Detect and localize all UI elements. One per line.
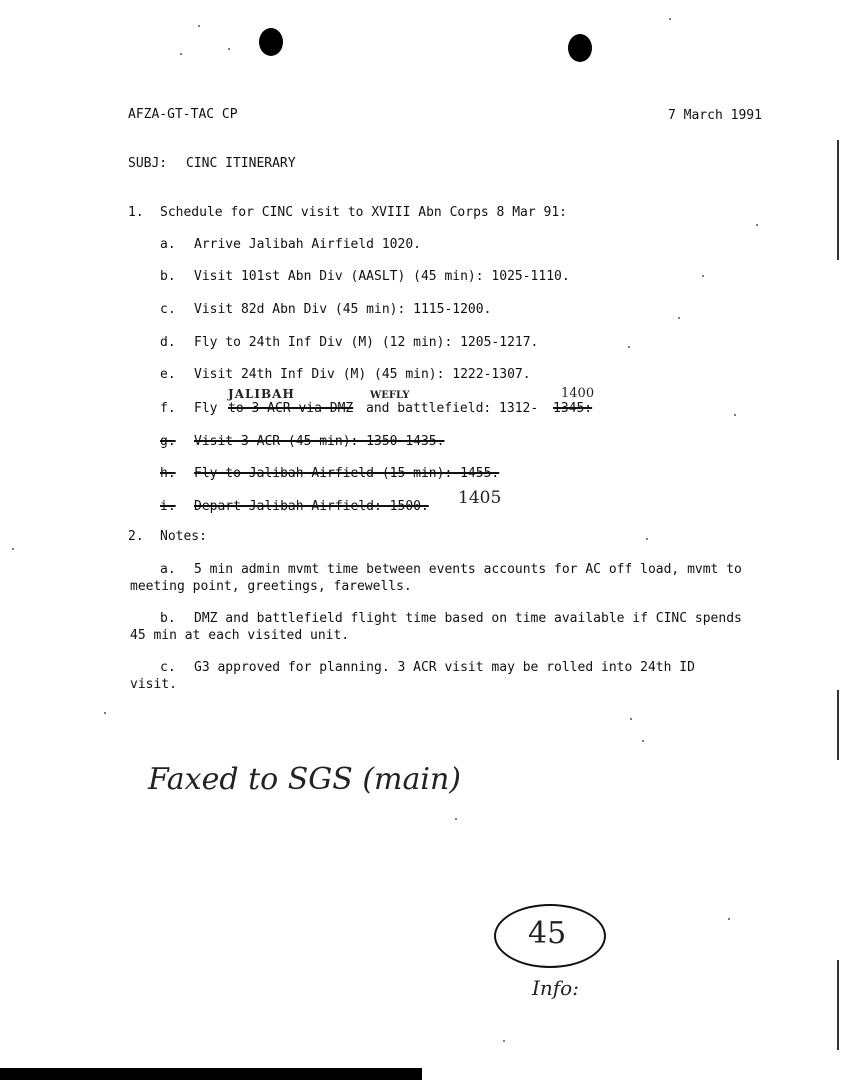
scan-speck bbox=[198, 25, 200, 27]
note-b-line2: 45 min at each visited unit. bbox=[130, 628, 350, 643]
item-h-letter: h. bbox=[160, 466, 176, 481]
section-2-number: 2. bbox=[128, 529, 144, 544]
scan-edge-line bbox=[837, 690, 839, 760]
punch-hole-right bbox=[568, 34, 592, 62]
item-g-text: Visit 3 ACR (45 min): 1350-1435. bbox=[194, 434, 445, 449]
item-h-text: Fly to Jalibah Airfield (15 min): 1455. bbox=[194, 466, 500, 481]
item-e-text: Visit 24th Inf Div (M) (45 min): 1222-1307. bbox=[194, 367, 531, 382]
item-d-letter: d. bbox=[160, 335, 176, 350]
handwritten-jalibah: JALIBAH bbox=[228, 387, 295, 401]
item-i-text: Depart Jalibah Airfield: 1500. bbox=[194, 499, 429, 514]
item-f-struck-route: to 3 ACR via DMZ bbox=[228, 401, 354, 416]
note-a-letter: a. bbox=[160, 562, 176, 577]
scan-edge-line bbox=[837, 960, 839, 1050]
scan-speck bbox=[669, 18, 671, 20]
note-a-line1: 5 min admin mvmt time between events accounts for AC off load, mvmt to bbox=[194, 562, 742, 577]
handwritten-wefly: WEFLY bbox=[370, 390, 410, 401]
item-f-middle: and battlefield: 1312- bbox=[366, 401, 539, 416]
item-e-letter: e. bbox=[160, 367, 176, 382]
section-2-title: Notes: bbox=[160, 529, 207, 544]
item-a-letter: a. bbox=[160, 237, 176, 252]
scan-bottom-bar bbox=[0, 1068, 422, 1080]
scan-speck bbox=[734, 414, 736, 416]
punch-hole-left bbox=[259, 28, 283, 56]
item-b-letter: b. bbox=[160, 269, 176, 284]
scan-speck bbox=[702, 275, 704, 277]
subject-text: CINC ITINERARY bbox=[186, 156, 296, 171]
scan-speck bbox=[728, 918, 730, 920]
scan-speck bbox=[678, 317, 680, 319]
note-a-line2: meeting point, greetings, farewells. bbox=[130, 579, 412, 594]
scan-edge-line bbox=[837, 140, 839, 260]
item-c-letter: c. bbox=[160, 302, 176, 317]
handwritten-circled-number: 45 bbox=[528, 916, 567, 951]
section-1-title: Schedule for CINC visit to XVIII Abn Corps 8 Mar 91: bbox=[160, 205, 567, 220]
item-c-text: Visit 82d Abn Div (45 min): 1115-1200. bbox=[194, 302, 492, 317]
scan-speck bbox=[104, 712, 106, 714]
note-c-letter: c. bbox=[160, 660, 176, 675]
item-f-struck-time: 1345: bbox=[553, 401, 593, 416]
item-f-letter: f. bbox=[160, 401, 176, 416]
item-a-text: Arrive Jalibah Airfield 1020. bbox=[194, 237, 421, 252]
scan-speck bbox=[628, 346, 630, 348]
note-c-line1: G3 approved for planning. 3 ACR visit may be rolled into 24th ID bbox=[194, 660, 695, 675]
scan-speck bbox=[455, 818, 457, 820]
scan-speck bbox=[630, 718, 632, 720]
item-g-letter: g. bbox=[160, 434, 176, 449]
scan-speck bbox=[503, 1040, 505, 1042]
item-f-fly: Fly bbox=[194, 401, 218, 416]
scan-speck bbox=[756, 224, 758, 226]
item-d-text: Fly to 24th Inf Div (M) (12 min): 1205-1217. bbox=[194, 335, 539, 350]
subject-label: SUBJ: bbox=[128, 156, 168, 171]
note-c-line2: visit. bbox=[130, 677, 177, 692]
handwritten-time-1405: 1405 bbox=[458, 488, 502, 508]
note-b-line1: DMZ and battlefield flight time based on time available if CINC spends bbox=[194, 611, 742, 626]
scan-speck bbox=[646, 538, 648, 540]
scan-speck bbox=[12, 548, 14, 550]
scan-speck bbox=[642, 740, 644, 742]
scan-speck bbox=[180, 53, 182, 55]
memo-date: 7 March 1991 bbox=[668, 108, 762, 123]
note-b-letter: b. bbox=[160, 611, 176, 626]
scan-speck bbox=[228, 48, 230, 50]
handwritten-info-note: Info: bbox=[532, 976, 579, 1000]
office-symbol: AFZA-GT-TAC CP bbox=[128, 107, 238, 122]
item-b-text: Visit 101st Abn Div (AASLT) (45 min): 1025-1110. bbox=[194, 269, 570, 284]
handwritten-time-1400: 1400 bbox=[561, 386, 595, 401]
item-i-letter: i. bbox=[160, 499, 176, 514]
handwritten-faxed-note: Faxed to SGS (main) bbox=[148, 762, 461, 797]
section-1-number: 1. bbox=[128, 205, 144, 220]
